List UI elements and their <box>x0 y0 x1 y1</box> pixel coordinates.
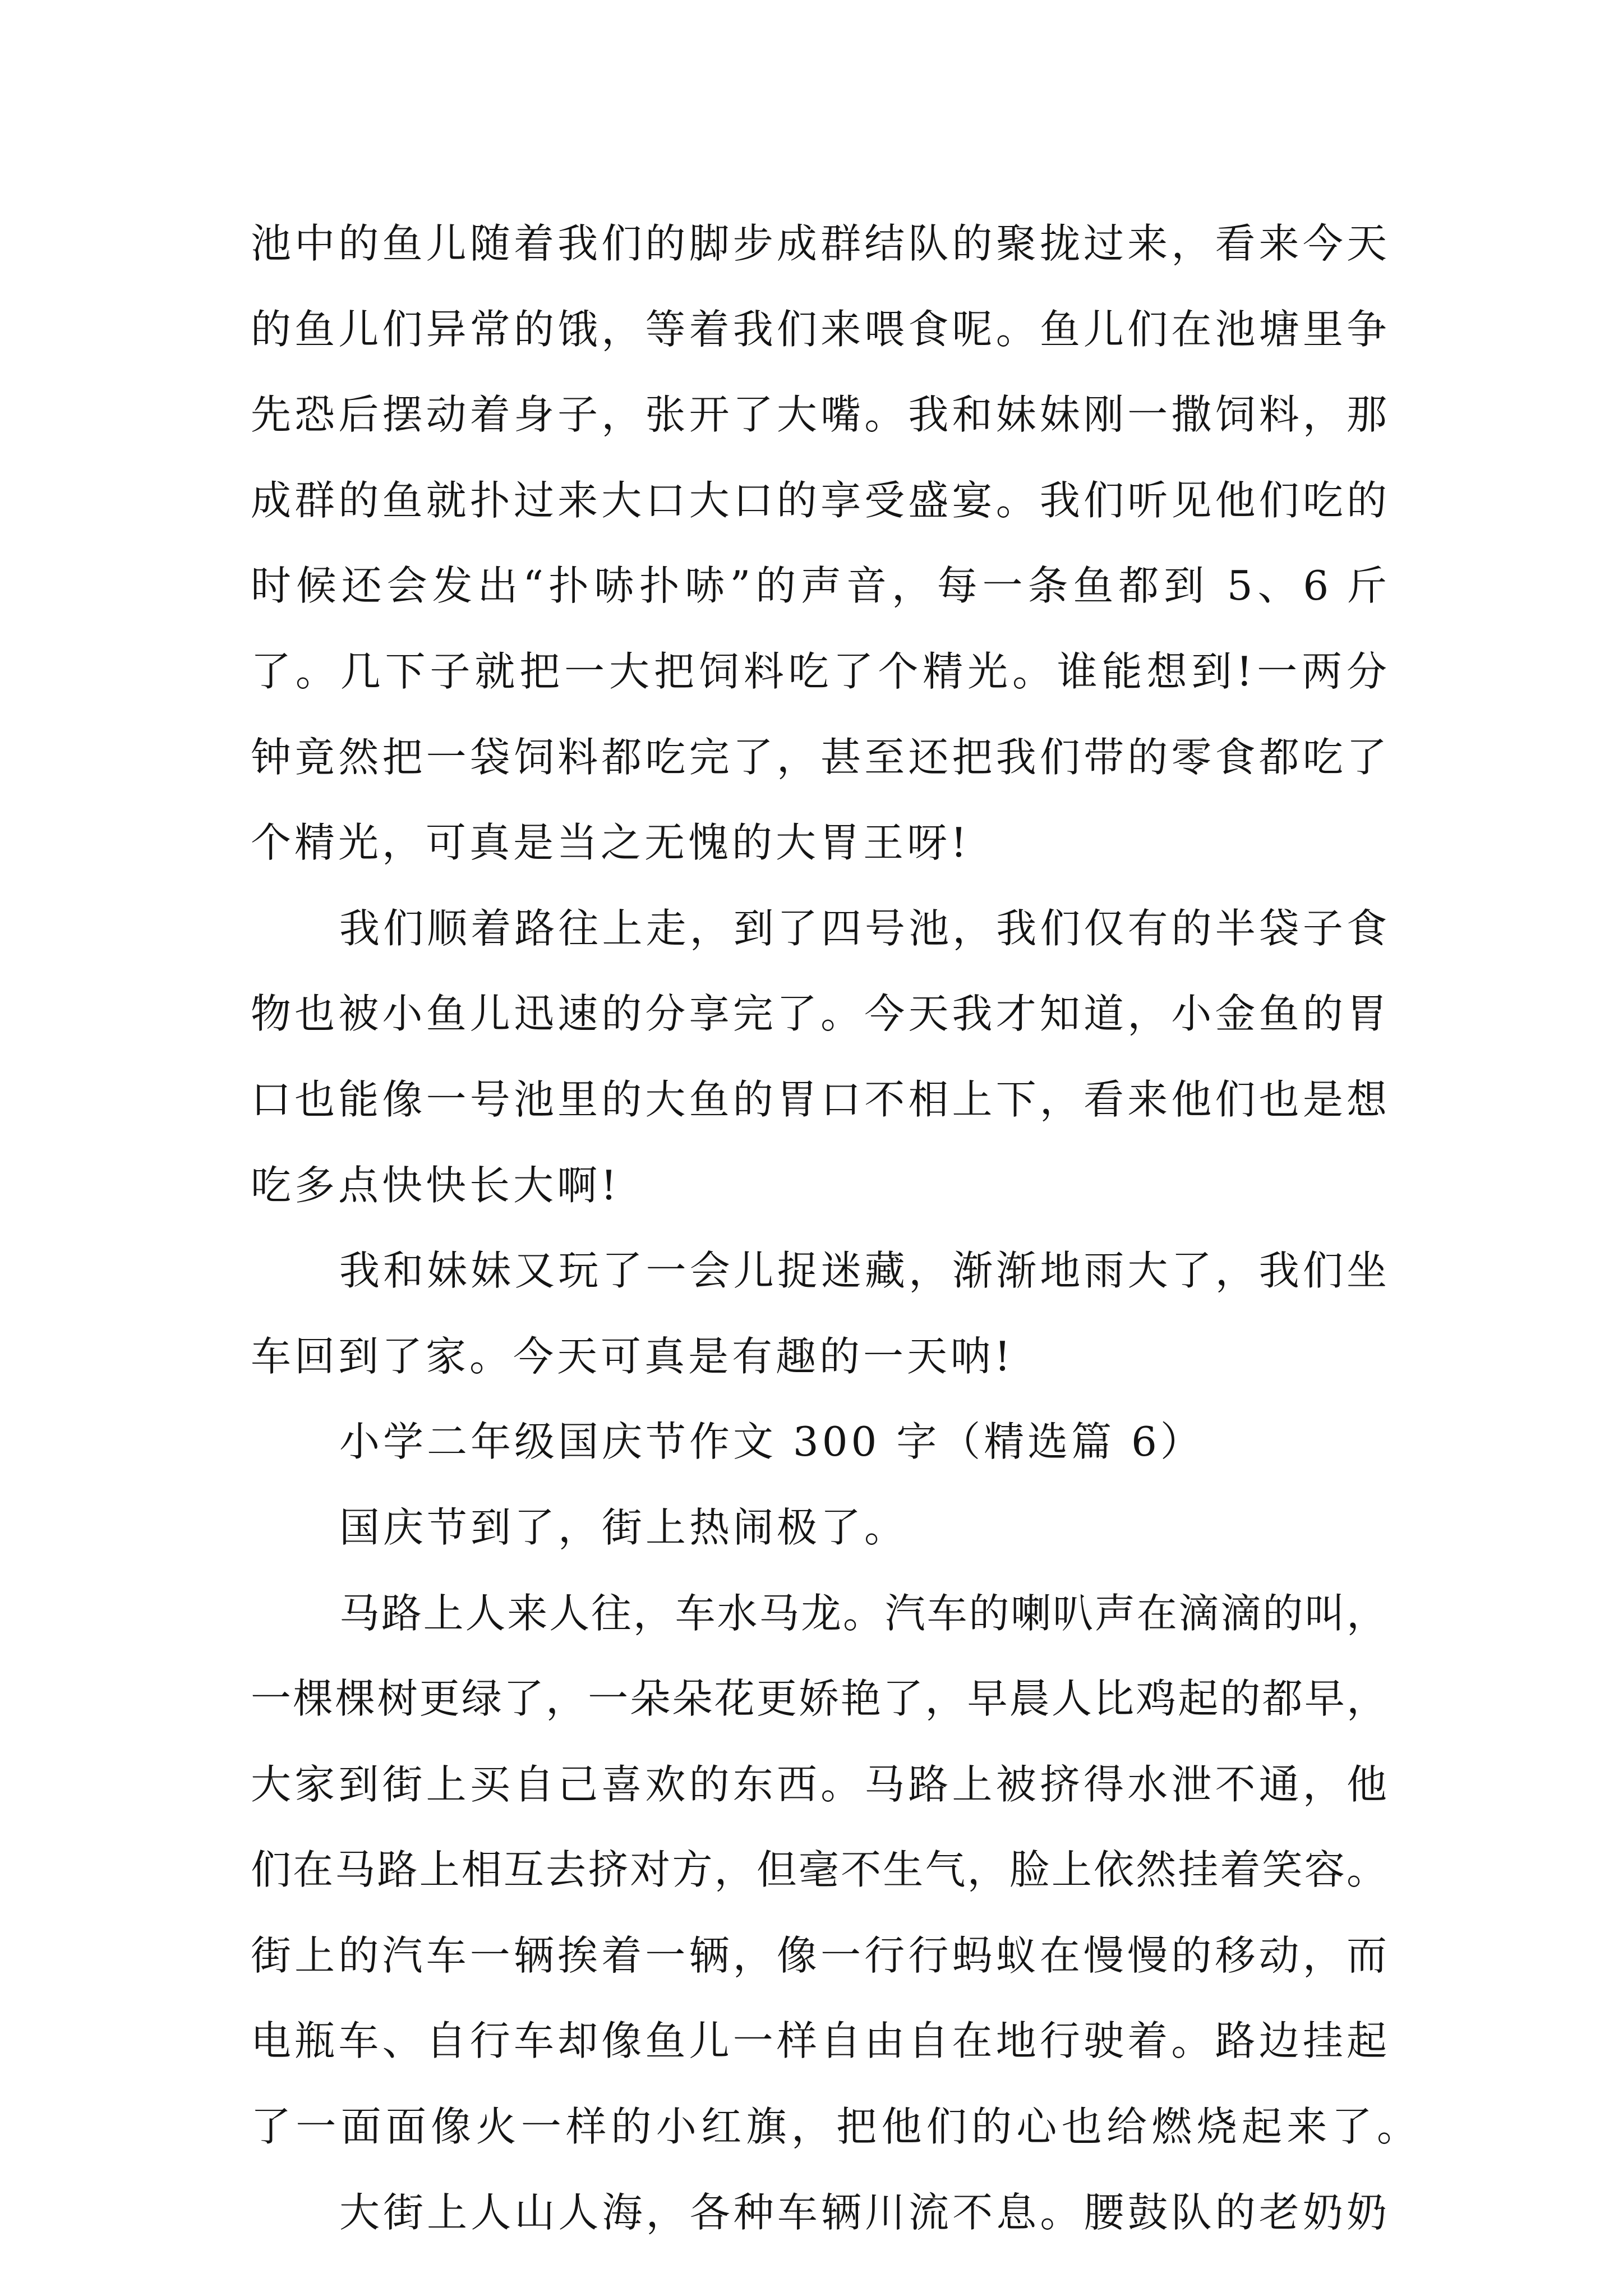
paragraph-start-line: 我和妹妹又玩了一会儿捉迷藏，渐渐地雨大了，我们坐 <box>339 1247 1387 1295</box>
text-line: 大家到街上买自己喜欢的东西。马路上被挤得水泄不通，他 <box>251 1760 1387 1808</box>
text-line: 的鱼儿们异常的饿，等着我们来喂食呢。鱼儿们在池塘里争 <box>251 305 1387 353</box>
paragraph-start-line: 马路上人来人往，车水马龙。汽车的喇叭声在滴滴的叫， <box>339 1589 1387 1637</box>
text-line: 时候还会发出“扑哧扑哧”的声音，每一条鱼都到 5、6 斤 <box>251 562 1387 610</box>
text-line: 街上的汽车一辆挨着一辆，像一行行蚂蚁在慢慢的移动，而 <box>251 1931 1387 1979</box>
text-line: 口也能像一号池里的大鱼的胃口不相上下，看来他们也是想 <box>251 1075 1387 1123</box>
text-line: 成群的鱼就扑过来大口大口的享受盛宴。我们听见他们吃的 <box>251 476 1387 524</box>
text-line: 了。几下子就把一大把饲料吃了个精光。谁能想到!一两分 <box>251 647 1387 695</box>
text-line: 先恐后摆动着身子，张开了大嘴。我和妹妹刚一撒饲料，那 <box>251 391 1387 439</box>
text-line: 池中的鱼儿随着我们的脚步成群结队的聚拢过来，看来今天 <box>251 220 1387 267</box>
text-line: 了一面面像火一样的小红旗，把他们的心也给燃烧起来了。 <box>251 2103 1417 2151</box>
text-line: 电瓶车、自行车却像鱼儿一样自由自在地行驶着。路边挂起 <box>251 2017 1387 2065</box>
paragraph-start-line: 国庆节到了，街上热闹极了。 <box>339 1503 909 1551</box>
text-line: 车回到了家。今天可真是有趣的一天呐! <box>251 1332 1014 1380</box>
body-text <box>251 201 1417 2255</box>
text-line: 们在马路上相互去挤对方，但毫不生气，脸上依然挂着笑容。 <box>251 1846 1387 1894</box>
paragraph-start-line: 大街上人山人海，各种车辆川流不息。腰鼓队的老奶奶 <box>339 2188 1387 2236</box>
section-heading: 小学二年级国庆节作文 300 字（精选篇 6） <box>339 1418 1204 1466</box>
text-line: 吃多点快快长大啊! <box>251 1161 620 1209</box>
text-line: 钟竟然把一袋饲料都吃完了，甚至还把我们带的零食都吃了 <box>251 733 1387 781</box>
text-line: 物也被小鱼儿迅速的分享完了。今天我才知道，小金鱼的胃 <box>251 990 1387 1038</box>
text-line: 个精光，可真是当之无愧的大胃王呀! <box>251 819 970 867</box>
text-line: 一棵棵树更绿了，一朵朵花更娇艳了，早晨人比鸡起的都早， <box>251 1675 1387 1723</box>
paragraph-start-line: 我们顺着路往上走，到了四号池，我们仅有的半袋子食 <box>339 904 1387 952</box>
